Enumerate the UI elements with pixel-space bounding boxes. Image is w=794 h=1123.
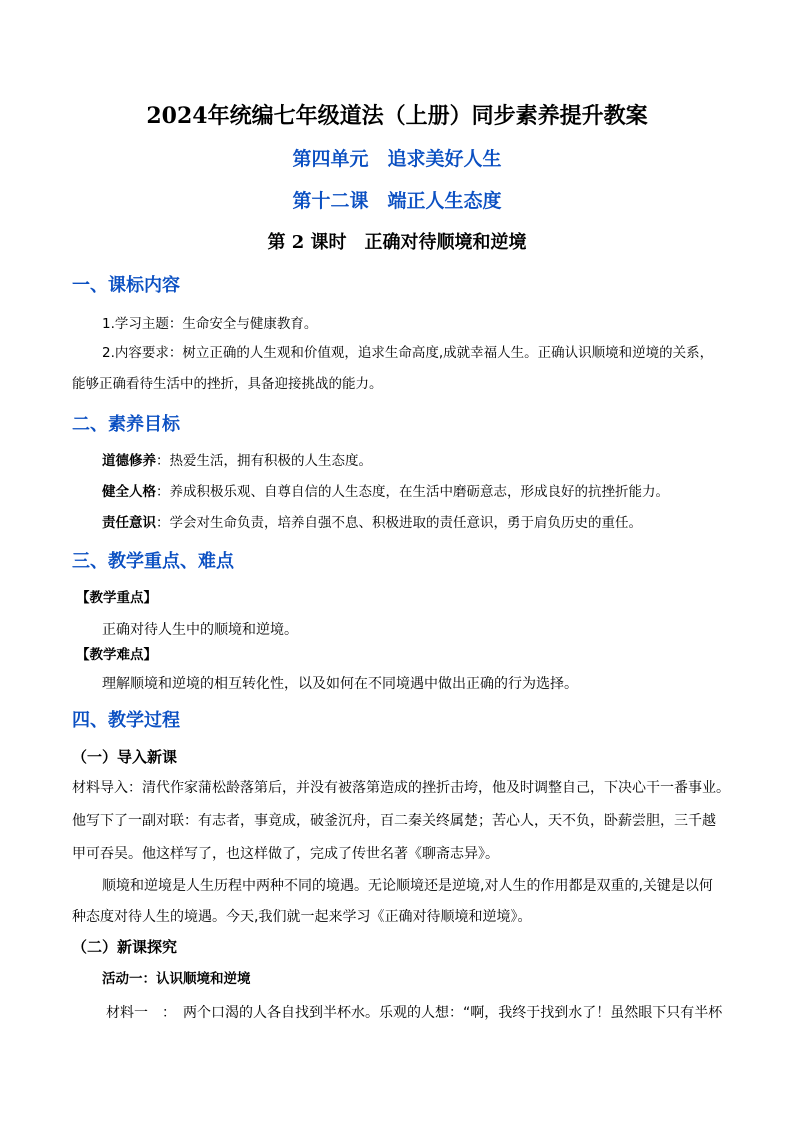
curriculum-item-2-line1: 2.内容要求：树立正确的人生观和价值观，追求生命高度,成就幸福人生。正确认识顺境和逆境的关系， — [102, 345, 714, 361]
material-1-text: 材料一 ： 两个口渴的人各自找到半杯水。乐观的人想：“啊，我终于找到水了！虽然眼下只有半杯 — [106, 1005, 723, 1021]
key-point-text: 正确对待人生中的顺境和逆境。 — [102, 622, 298, 638]
goal-label: 责任意识 — [102, 515, 156, 531]
section-heading-goals: 二、素养目标 — [72, 414, 180, 435]
activity-1-title: 活动一：认识顺境和逆境 — [102, 971, 251, 987]
goal-text: ：养成积极乐观、自尊自信的人生态度，在生活中磨砺意志，形成良好的抗挫折能力。 — [156, 484, 669, 500]
document-title: 2024年统编七年级道法（上册）同步素养提升教案 — [146, 103, 648, 129]
intro-paragraph-line3: 甲可吞吴。他这样写了，也这样做了，完成了传世名著《聊斋志异》。 — [72, 846, 499, 862]
section-heading-focus: 三、教学重点、难点 — [72, 551, 234, 572]
goal-text: ：热爱生活，拥有积极的人生态度。 — [156, 453, 372, 469]
intro-paragraph-line1: 材料导入：清代作家蒲松龄落第后，并没有被落第造成的挫折击垮，他及时调整自己，下决心干一番事业。 — [72, 780, 730, 796]
goal-item-responsibility — [102, 517, 642, 531]
unit-title: 第四单元 追求美好人生 — [292, 148, 502, 170]
goal-label: 道德修养 — [102, 453, 156, 469]
key-point-label: 【教学重点】 — [76, 590, 157, 606]
lesson-title: 第十二课 端正人生态度 — [292, 190, 502, 212]
intro-paragraph-line5: 种态度对待人生的境遇。今天,我们就一起来学习《正确对待顺境和逆境》。 — [72, 909, 532, 925]
subsection-explore: （二）新课探究 — [72, 938, 178, 956]
intro-paragraph-line4: 顺境和逆境是人生历程中两种不同的境遇。无论顺境还是逆境,对人生的作用都是双重的,关键是以何 — [102, 878, 713, 894]
goal-item-personality — [102, 486, 669, 500]
intro-paragraph-line2: 他写下了一副对联：有志者，事竟成，破釜沉舟，百二秦关终属楚；苦心人，天不负，卧薪尝胆，三千越 — [72, 813, 716, 829]
difficulty-label: 【教学难点】 — [76, 647, 157, 663]
goal-item-moral — [102, 455, 372, 469]
section-heading-process: 四、教学过程 — [72, 710, 180, 731]
goal-text: ：学会对生命负责，培养自强不息、积极进取的责任意识，勇于肩负历史的重任。 — [156, 515, 642, 531]
subsection-intro: （一）导入新课 — [72, 748, 178, 766]
section-heading-curriculum: 一、课标内容 — [72, 275, 180, 296]
curriculum-item-1: 1.学习主题：生命安全与健康教育。 — [102, 316, 318, 332]
curriculum-item-2-line2: 能够正确看待生活中的挫折，具备迎接挑战的能力。 — [72, 376, 383, 392]
difficulty-text: 理解顺境和逆境的相互转化性，以及如何在不同境遇中做出正确的行为选择。 — [102, 676, 578, 692]
goal-label: 健全人格 — [102, 484, 156, 500]
period-title: 第 2 课时 正确对待顺境和逆境 — [267, 232, 527, 253]
